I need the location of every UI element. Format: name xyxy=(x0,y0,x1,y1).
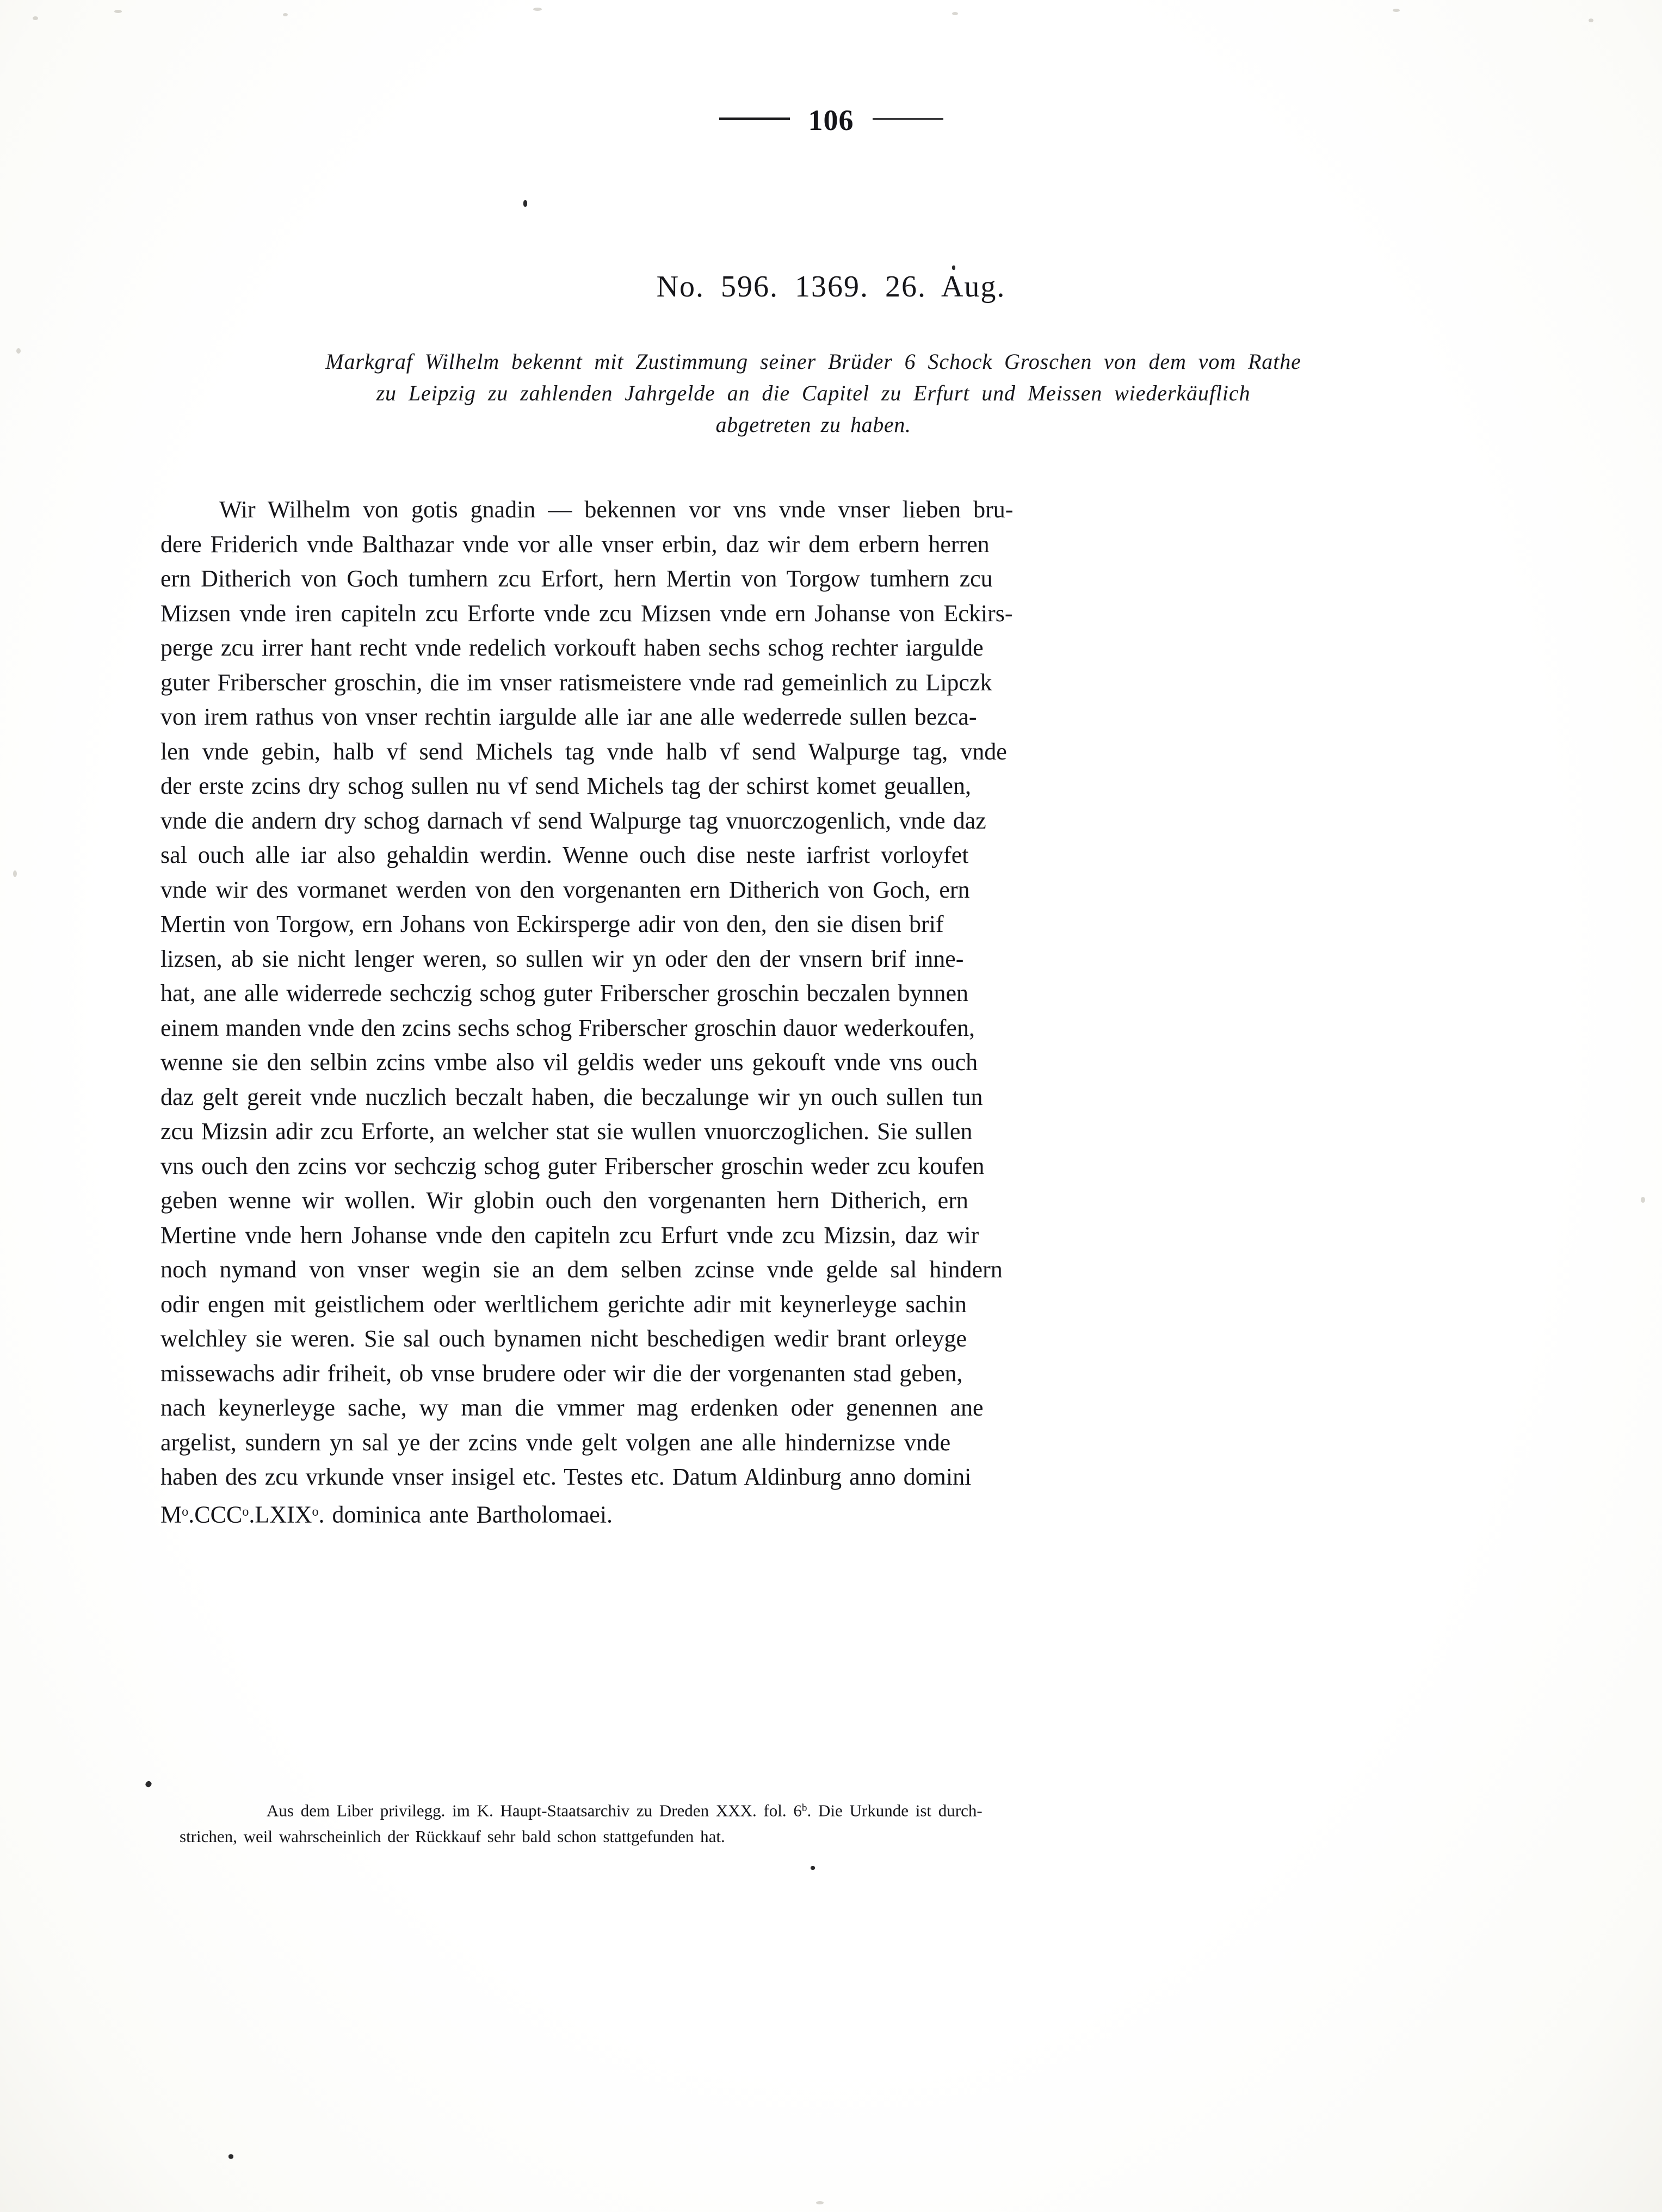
body-line: vnde die andern dry schog darnach vf send Walpurge tag vnuorczogenlich, vnde daz xyxy=(160,807,986,834)
body-line: ern Ditherich von Goch tumhern zcu Erfort, hern Mertin von Torgow tumhern zcu xyxy=(160,565,993,592)
page-number: 106 xyxy=(808,104,854,137)
rule-left xyxy=(719,118,790,120)
body-line: daz gelt gereit vnde nuczlich beczalt haben, die beczalunge wir yn ouch sullen tun xyxy=(160,1083,983,1110)
body-line: geben wenne wir wollen. Wir globin ouch den vorgenanten hern Ditherich, ern xyxy=(160,1187,968,1214)
body-line: Wir Wilhelm von gotis gnadin — bekennen vor vns vnde vnser lieben bru- xyxy=(219,496,1014,523)
ordinal-marker: o xyxy=(182,1504,189,1519)
body-line: Mertin von Torgow, ern Johans von Eckirsperge adir von den, den sie disen brif xyxy=(160,911,944,937)
document-heading: No. 596. 1369. 26. Aug. xyxy=(656,270,1006,304)
body-line: welchley sie weren. Sie sal ouch bynamen nicht beschedigen wedir brant orleyge xyxy=(160,1325,967,1352)
regest-summary xyxy=(160,346,1466,441)
regest-line: Markgraf Wilhelm bekennt mit Zustimmung seiner Brüder 6 Schock Groschen von dem vom Rathe xyxy=(325,349,1301,374)
source-note-tail: . Die Urkunde ist durch- xyxy=(807,1801,983,1820)
running-head xyxy=(0,103,1662,137)
rule-right xyxy=(873,118,943,120)
body-line: missewachs adir friheit, ob vnse brudere oder wir die der vorgenanten stad geben, xyxy=(160,1360,963,1387)
body-line: vns ouch den zcins vor sechczig schog guter Friberscher groschin weder zcu koufen xyxy=(160,1152,985,1179)
body-line: noch nymand von vnser wegin sie an dem selben zcinse vnde gelde sal hindern xyxy=(160,1256,1003,1283)
body-line: Mertine vnde hern Johanse vnde den capiteln zcu Erfurt vnde zcu Mizsin, daz wir xyxy=(160,1221,979,1249)
body-line: perge zcu irrer hant recht vnde redelich vorkouft haben sechs schog rechter iargulde xyxy=(160,634,984,661)
body-line: Mizsen vnde iren capiteln zcu Erforte vnde zcu Mizsen vnde ern Johanse von Eckirs- xyxy=(160,600,1013,627)
body-line: haben des zcu vrkunde vnser insigel etc. Testes etc. Datum Aldinburg anno domini xyxy=(160,1463,972,1490)
body-line: sal ouch alle iar also gehaldin werdin. Wenne ouch dise neste iarfrist vorloyfet xyxy=(160,842,969,868)
body-line: odir engen mit geistlichem oder werltlichem gerichte adir mit keynerleyge sachin xyxy=(160,1290,967,1318)
body-line: hat, ane alle widerrede sechczig schog guter Friberscher groschin beczalen bynnen xyxy=(160,980,969,1006)
ordinal-marker: o xyxy=(312,1504,319,1519)
source-note-line: strichen, weil wahrscheinlich der Rückkauf sehr bald schon stattgefunden hat. xyxy=(180,1826,725,1846)
regest-line: abgetreten zu haben. xyxy=(715,412,911,437)
body-line: len vnde gebin, halb vf send Michels tag vnde halb vf send Walpurge tag, vnde xyxy=(160,738,1007,765)
source-note-line xyxy=(180,1795,1469,1824)
ordinal-marker: o xyxy=(242,1504,249,1519)
charter-body xyxy=(160,492,1466,1529)
body-line: zcu Mizsin adir zcu Erforte, an welcher stat sie wullen vnuorczoglichen. Sie sullen xyxy=(160,1118,973,1145)
folio-superscript: b xyxy=(801,1802,807,1814)
body-line: von irem rathus von vnser rechtin iargulde alle iar ane alle wederrede sullen bezca- xyxy=(160,703,977,730)
roman-year-lxix: LXIX xyxy=(255,1501,312,1528)
body-line: argelist, sundern yn sal ye der zcins vnde gelt volgen ane alle hindernizse vnde xyxy=(160,1429,951,1456)
body-line: wenne sie den selbin zcins vmbe also vil geldis weder uns gekouft vnde vns ouch xyxy=(160,1049,978,1076)
body-line: der erste zcins dry schog sullen nu vf send Michels tag der schirst komet geuallen, xyxy=(160,773,971,799)
body-line: nach keynerleyge sache, wy man die vmmer mag erdenken oder genennen ane xyxy=(160,1394,984,1421)
body-line: guter Friberscher groschin, die im vnser ratismeistere vnde rad gemeinlich zu Lipczk xyxy=(160,669,992,696)
source-note-text: Aus dem Liber privilegg. im K. Haupt-Staatsarchiv zu Dreden XXX. fol. 6 xyxy=(267,1801,802,1820)
body-date-line: $M^o.CCC^o.LXIX^o$. dominica ante Bartholomaei. xyxy=(160,1501,613,1528)
roman-year-m: M xyxy=(160,1501,182,1528)
body-line: einem manden vnde den zcins sechs schog Friberscher groschin dauor wederkoufen, xyxy=(160,1014,975,1041)
body-line: lizsen, ab sie nicht lenger weren, so sullen wir yn oder den der vnsern brif inne- xyxy=(160,945,964,972)
regest-line: zu Leipzig zu zahlenden Jahrgelde an die Capitel zu Erfurt und Meissen wiederkäuflich xyxy=(376,381,1251,405)
roman-year-ccc: CCC xyxy=(194,1501,243,1528)
body-line: dere Friderich vnde Balthazar vnde vor alle vnser erbin, daz wir dem erbern herren xyxy=(160,530,990,558)
source-note xyxy=(180,1795,1469,1849)
date-line-rest: . dominica ante Bartholomaei. xyxy=(318,1501,613,1528)
body-line: vnde wir des vormanet werden von den vorgenanten ern Ditherich von Goch, ern xyxy=(160,876,970,903)
